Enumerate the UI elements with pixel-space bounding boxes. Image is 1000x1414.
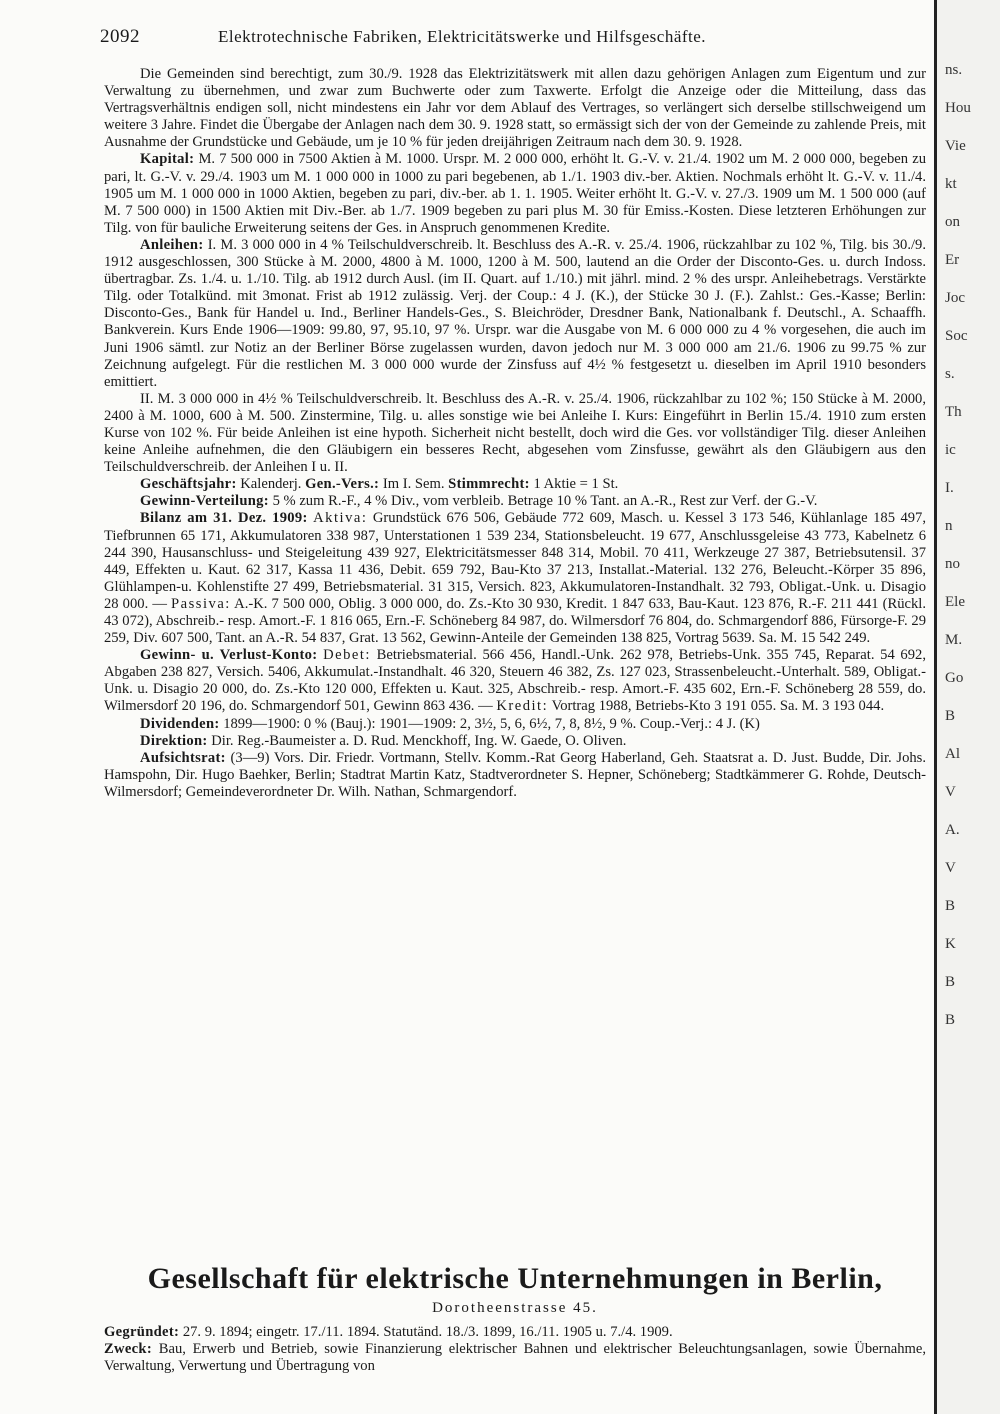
margin-fragment: B bbox=[945, 974, 956, 990]
text-kredit: Vortrag 1988, Betriebs-Kto 3 191 055. Sa. M. 3 193 044. bbox=[551, 698, 885, 715]
text-geschaeftsjahr: Kalenderj. bbox=[240, 476, 302, 493]
label-direktion: Direktion: bbox=[140, 732, 208, 749]
margin-fragment: Hou bbox=[945, 100, 971, 116]
margin-fragment: I. bbox=[945, 480, 954, 496]
page-number: 2092 bbox=[100, 26, 140, 47]
company-address: Dorotheenstrasse 45. bbox=[432, 1300, 598, 1316]
paragraph-dividenden bbox=[104, 716, 926, 733]
text-direktion: Dir. Reg.-Baumeister a. D. Rud. Menckhoff, Ing. W. Gaede, O. Oliven. bbox=[211, 732, 627, 749]
margin-fragment: ic bbox=[945, 442, 956, 458]
label-dividenden: Dividenden: bbox=[140, 715, 220, 732]
label-aufsichtsrat: Aufsichtsrat: bbox=[140, 749, 226, 766]
margin-fragment: ns. bbox=[945, 62, 963, 78]
margin-fragment: Er bbox=[945, 252, 960, 268]
margin-fragment: B bbox=[945, 1012, 956, 1028]
label-aktiva: Aktiva: bbox=[313, 510, 368, 527]
margin-fragment: M. bbox=[945, 632, 963, 648]
text-aufsichtsrat: (3—9) Vors. Dir. Friedr. Vortmann, Stellv. Komm.-Rat Georg Haberland, Geh. Staatsrat a. D. Just. Budde, Dir. Johs. Hamspohn, Dir. Hugo Baehker, Berlin; Stadtrat Martin Katz, Stadtverordneter S. Hepner, Schöneberg; Stadtkämmerer G. Rohde, Deutsch-Wilmersdorf; Gemeindeverordneter Dr. Wilh. Nathan, Schmargendorf. bbox=[104, 749, 926, 800]
text-kapital: M. 7 500 000 in 7500 Aktien à M. 1000. Urspr. M. 2 000 000, erhöht lt. G.-V. v. 21./4. 1902 um M. 2 000 000, begeben zu pari, lt. G.-V. v. 29./4. 1903 um M. 1 000 000 in 1000 zu pari begebenen, ab 1./1. 1903 div.-ber. Aktien. Nochmals erhöht lt. G.-V. v. 11./4. 1905 um M. 1 000 000 in 1000 Aktien, begeben zu pari, div.-ber. ab 1. 1. 1905. Weiter erhöht lt. G.-V. v. 27./3. 1909 um M. 1 500 000 (auf M. 7 500 000) in 1500 Aktien mit Div.-Ber. ab 1./7. 1909 begeben zu pari plus M. 30 für Emiss.-Kosten. Diese letzteren Erhöhungen zur Tilg. von für bauliche Erweiterung seitens der Ges. in Anspruch genommenen Kredite. bbox=[104, 151, 927, 236]
text-zweck: Bau, Erwerb und Betrieb, sowie Finanzierung elektrischer Bahnen und elektrischer Beleuchtungsanlagen, sowie Übernahme, Verwaltung, Verwertung und Übertragung von bbox=[104, 1341, 926, 1375]
margin-fragment: s. bbox=[945, 366, 955, 382]
margin-fragment: A. bbox=[945, 822, 960, 838]
label-anleihen: Anleihen: bbox=[140, 236, 204, 253]
paragraph-direktion bbox=[104, 733, 926, 750]
margin-fragment: Vie bbox=[945, 138, 966, 154]
text-aktiva: Grundstück 676 506, Gebäude 772 609, Masch. u. Kessel 3 173 546, Kühlanlage 185 497, Tiefbrunnen 65 171, Akkumulatoren 338 987, Unterstationen 1 539 234, Stationsbeleucht. 19 677, Anschlussgeleise 43 773, Kabelnetz 6 244 390, Hausanschluss- und Steigeleitung 439 927, Elektricitätsmesser 848 314, Mobil. 70 411, Werkzeuge 27 387, Betriebsutensil. 37 449, Effekten u. Kaut. 62 317, Kassa 11 436, Debit. 659 792, Bau-Kto 37 213, Installat.-Material. 132 276, Beleucht.-Körper 35 896, Glühlampen-u. Kohlenstifte 27 499, Betriebsmaterial. 31 315, Versich. 823, Akkumulatoren-Instandhalt. 32 793, Obligat.-Unk. u. Disagio 28 000. — bbox=[104, 510, 926, 612]
text-stimmrecht: 1 Aktie = 1 St. bbox=[533, 476, 619, 493]
margin-fragment: Ele bbox=[945, 594, 965, 610]
margin-fragment: V bbox=[945, 784, 956, 800]
paragraph-anleihen bbox=[104, 237, 926, 391]
label-kapital: Kapital: bbox=[140, 151, 195, 168]
label-debet: Debet: bbox=[323, 647, 371, 664]
paragraph-aufsichtsrat bbox=[104, 750, 926, 801]
label-kredit: Kredit: bbox=[496, 698, 549, 715]
paragraph-kapital bbox=[104, 151, 926, 236]
label-passiva: Passiva: bbox=[171, 595, 231, 612]
text-gen-vers: Im I. Sem. bbox=[382, 476, 445, 493]
label-stimmrecht: Stimmrecht: bbox=[448, 476, 530, 493]
main-text bbox=[104, 66, 926, 801]
margin-fragment: B bbox=[945, 898, 956, 914]
adjacent-page-edge bbox=[934, 0, 1000, 1414]
margin-fragment: K bbox=[945, 936, 956, 952]
text-gegruendet: 27. 9. 1894; eingetr. 17./11. 1894. Statutänd. 18./3. 1899, 16./11. 1905 u. 7./4. 1909. bbox=[182, 1324, 673, 1340]
margin-fragment: Al bbox=[945, 746, 960, 762]
margin-fragment: V bbox=[945, 860, 956, 876]
label-gewinn-verteilung: Gewinn-Verteilung: bbox=[140, 493, 269, 510]
paragraph-gewinn-verteilung bbox=[104, 493, 926, 510]
margin-fragment: B bbox=[945, 708, 956, 724]
company-text bbox=[104, 1324, 926, 1375]
paragraph-anleihen-ii: II. M. 3 000 000 in 4½ % Teilschuldverschreib. lt. Beschluss des A.-R. v. 25./4. 1906, rückzahlbar zu 102 %; 150 Stücke à M. 2000, 2400 à M. 1000, 600 à M. 500. Zinstermine, Tilg. u. alles sonstige wie bei Anleihe I. Kurs: Eingeführt in Berlin 15./4. 1910 zum ersten Kurse von 102 %. Für beide Anleihen ist eine hypoth. Sicherheit nicht bestellt, doch wird die Ges. vor vollständiger Tilg. dieser Anleihen keine Anleihe aufnehmen, die den Gläubigern ein besseres Recht, abgesehen vom Zinsfusse, gewährt als den Gläubigern aus den Teilschuldverschreib. der Anleihen I u. II. bbox=[104, 390, 926, 476]
paragraph-zweck bbox=[104, 1341, 926, 1375]
company-title: Gesellschaft für elektrische Unternehmungen in Berlin, bbox=[147, 1262, 883, 1295]
margin-fragment: Soc bbox=[945, 328, 968, 344]
text-debet: Betriebsmaterial. 566 456, Handl.-Unk. 262 978, Betriebs-Unk. 355 745, Reparat. 54 692, Abgaben 238 827, Versich. 5406, Akkumulat.-Instandhalt. 46 320, Steuern 46 382, Zs. 127 023, Strassenbeleucht.-Unterhalt. 589, Obligat.-Unk. u. Disagio 20 000, do. Zs.-Kto 120 000, Effekten u. Kaut. 325, Abschreib.- resp. Amort.-F. 435 602, Ern.-F. Schöneberg 28 559, do. Wilmersdorf 20 196, do. Schmargendorf 501, Gewinn 863 436. — bbox=[104, 647, 926, 715]
margin-fragment: kt bbox=[945, 176, 957, 192]
paragraph-gemeinden: Die Gemeinden sind berechtigt, zum 30./9. 1928 das Elektrizitätswerk mit allen dazu gehörigen Anlagen zum Eigentum und zur Verwaltung zu übernehmen, und zwar zum Buchwerte oder zum Taxwerte. Erfolgt die Anzeige oder die Mitteilung, dass das Vertragsverhältnis endigen soll, nicht mindestens ein Jahr vor dem Ablauf des Vertrages, so verlängert sich derselbe stillschweigend um weitere 3 Jahre. Findet die Übergabe der Anlagen nach dem 30. 9. 1928 statt, so ermässigt sich der von der Gemeinde zu zahlende Preis, mit Ausnahme der Grundstücke und Gebäude, um je 10 % für jeden dreijährigen Zeitraum nach dem 30. 9. 1928. bbox=[104, 66, 926, 151]
margin-fragment: n bbox=[945, 518, 953, 534]
label-gegruendet: Gegründet: bbox=[104, 1324, 180, 1340]
margin-fragment: no bbox=[945, 556, 960, 572]
margin-fragment: Th bbox=[945, 404, 962, 420]
paragraph-geschaeftsjahr bbox=[104, 476, 926, 493]
label-gen-vers: Gen.-Vers.: bbox=[305, 476, 380, 493]
text-gewinn-verteilung: 5 % zum R.-F., 4 % Div., vom verbleib. Betrage 10 % Tant. an A.-R., Rest zur Verf. der G.-V. bbox=[272, 493, 818, 510]
text-passiva: A.-K. 7 500 000, Oblig. 3 000 000, do. Zs.-Kto 30 930, Kredit. 1 847 633, Bau-Kaut. 123 876, R.-F. 211 441 (Rückl. 43 072), Abschreib.- resp. Amort.-F. 1 816 065, Ern.-F. Schöneberg 84 987, do. Wilmersdorf 76 804, do. Schmargendorf 886, Fürsorge-F. 29 259, Div. 607 500, Tant. an A.-R. 54 837, Grat. 13 562, Gewinn-Anteile der Gemeinden 138 825, Vortrag 5639. Sa. M. 15 542 249. bbox=[104, 595, 927, 647]
paragraph-gegruendet bbox=[104, 1324, 926, 1341]
margin-fragment: Go bbox=[945, 670, 964, 686]
text-dividenden: 1899—1900: 0 % (Bauj.): 1901—1909: 2, 3½, 5, 6, 6½, 7, 8, 8½, 9 %. Coup.-Verj.: 4 J. (K) bbox=[223, 715, 760, 732]
label-geschaeftsjahr: Geschäftsjahr: bbox=[140, 476, 237, 493]
label-gewinn-verlust: Gewinn- u. Verlust-Konto: bbox=[140, 647, 318, 664]
label-zweck: Zweck: bbox=[104, 1341, 153, 1358]
label-bilanz: Bilanz am 31. Dez. 1909: bbox=[140, 510, 308, 527]
margin-fragment: on bbox=[945, 214, 960, 230]
text-anleihen: I. M. 3 000 000 in 4 % Teilschuldverschreib. lt. Beschluss des A.-R. v. 25./4. 1906, rückzahlbar zu 102 %, Tilg. bis 30./9. 1912 ausgeschlossen, 300 Stücke à M. 2000, 4800 à M. 1000, 1200 à M. 500, lautend an die Order der Disconto-Ges. u. durch Indoss. übertragbar. Zs. 1./4. u. 1./10. Tilg. ab 1912 durch Ausl. (im II. Quart. auf 1./10.) mit jährl. mind. 2 % des urspr. Anleihebetrags. Verstärkte Tilg. oder Totalkünd. mit 3monat. Frist ab 1912 zulässig. Verj. der Coup.: 4 J. (K.), der Stücke 30 J. (F.). Zahlst.: Ges.-Kasse; Berlin: Disconto-Ges., Bank für Handel u. Ind., Berliner Handels-Ges., S. Bleichröder, Dresdner Bank, Nationalbank f. Deutschl., A. Schaaffh. Bankverein. Kurs Ende 1906—1909: 99.80, 97, 95.10, 97 %. Urspr. war die Ausgabe von M. 6 000 000 zu 4 % vorgesehen, die auch im Juni 1906 sämtl. zur Notiz an der Berliner Börse zugelassen wurden, davon jedoch nur M. 3 000 000 am 21./6. 1906 zu 99.75 % zur Zeichnung aufgelegt. Für die restlichen M. 3 000 000 wurde der Zinsfuss auf 4½ % festgesetzt u. dieselben im April 1910 besonders emittiert. bbox=[104, 236, 927, 390]
running-head: Elektrotechnische Fabriken, Elektricitätswerke und Hilfsgeschäfte. bbox=[218, 27, 707, 46]
margin-fragment: Joc bbox=[945, 290, 965, 306]
paragraph-gewinn-verlust bbox=[104, 647, 926, 715]
paragraph-bilanz bbox=[104, 510, 926, 647]
